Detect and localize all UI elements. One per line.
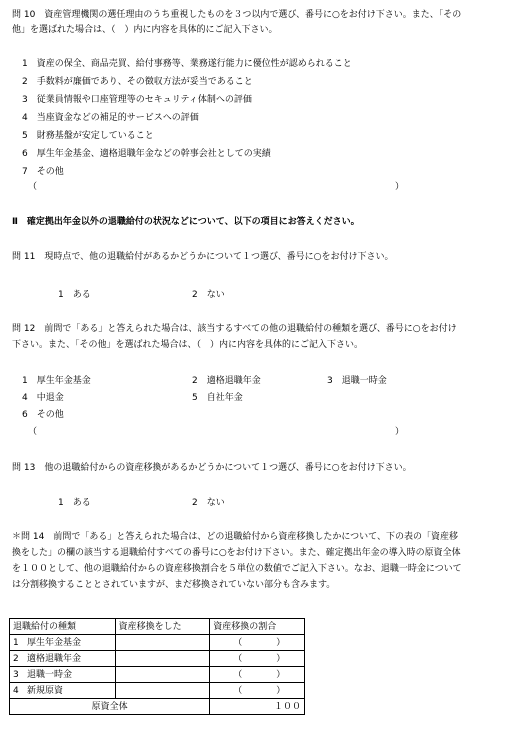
total-label: 原資全体	[10, 699, 210, 715]
row-number: 4	[13, 685, 19, 696]
table-header-row	[10, 619, 305, 635]
q14-question-line3: を１００として、他の退職給付からの資産移換割合を５単位の数値でご記入下さい。なお、退職一時金について	[12, 564, 462, 574]
ratio-cell[interactable]	[210, 635, 305, 651]
q10-option-3[interactable]: 3 従業員情報や口座管理等のセキュリティ体制への評価	[22, 95, 252, 105]
ratio-paren-close: ）	[276, 685, 286, 696]
q12-other-paren-close: ）	[395, 427, 405, 437]
q13-option-1[interactable]: 1 ある	[58, 498, 91, 508]
q10-option-1[interactable]: 1 資産の保全、商品売買、給付事務等、業務遂行能力に優位性が認められること	[22, 59, 352, 69]
q14-question-line4: は分割移換することとされていますが、まだ移換されていない部分も含みます。	[12, 580, 336, 590]
transferred-cell[interactable]	[115, 667, 210, 683]
row-label-cell[interactable]	[10, 667, 116, 683]
row-number: 3	[13, 669, 19, 680]
ratio-paren-open: （	[233, 637, 243, 648]
header-benefit-type: 退職給付の種類	[10, 619, 116, 635]
row-label: 厚生年金基金	[27, 637, 82, 648]
ratio-paren-close: ）	[276, 653, 286, 664]
q11-question: 問 11 現時点で、他の退職給付があるかどうかについて１つ選び、番号に○をお付け下さい。	[12, 252, 394, 262]
asset-transfer-table	[9, 618, 305, 715]
header-transferred: 資産移換をした	[115, 619, 210, 635]
row-label-cell[interactable]	[10, 635, 116, 651]
ratio-cell[interactable]	[210, 683, 305, 699]
table-row	[10, 635, 305, 651]
q10-other-paren-close: ）	[395, 182, 405, 192]
ratio-cell[interactable]	[210, 667, 305, 683]
q10-option-4[interactable]: 4 当座資金などの補足的サービスへの評価	[22, 113, 199, 123]
q14-question-line2: 換をした」の欄の該当する退職給付すべての番号に○をお付け下さい。また、確定拠出年金の導入時の原資全体	[12, 548, 461, 558]
q12-option-6[interactable]: 6 その他	[22, 410, 64, 420]
row-number: 1	[13, 637, 19, 648]
q10-question-line1: 問 10 資産管理機関の選任理由のうち重視したものを３つ以内で選び、番号に○をお付け下さい。また、「その	[12, 10, 462, 20]
table-row	[10, 651, 305, 667]
q12-question-line2: 下さい。また、「その他」を選ばれた場合は、（ ）内に内容を具体的にご記入下さい。	[12, 340, 364, 350]
transferred-cell[interactable]	[115, 683, 210, 699]
q11-option-2[interactable]: 2 ない	[192, 290, 225, 300]
q10-option-2[interactable]: 2 手数料が廉価であり、その徴収方法が妥当であること	[22, 77, 253, 87]
table-row	[10, 667, 305, 683]
q14-question-line1: ＊問 14 前問で「ある」と答えられた場合は、どの退職給付から資産移換したかについて、下の表の「資産移	[12, 532, 458, 542]
ratio-paren-close: ）	[276, 637, 286, 648]
row-label-cell[interactable]	[10, 651, 116, 667]
q10-option-6[interactable]: 6 厚生年金基金、適格退職年金などの幹事会社としての実績	[22, 149, 271, 159]
q12-option-1[interactable]: 1 厚生年金基金	[22, 376, 91, 386]
row-label: 退職一時金	[27, 669, 73, 680]
transferred-cell[interactable]	[115, 635, 210, 651]
q12-option-2[interactable]: 2 適格退職年金	[192, 376, 261, 386]
ratio-paren-close: ）	[276, 669, 286, 680]
ratio-paren-open: （	[233, 653, 243, 664]
ratio-paren-open: （	[233, 685, 243, 696]
q13-option-2[interactable]: 2 ない	[192, 498, 225, 508]
row-label: 適格退職年金	[27, 653, 82, 664]
ratio-paren-open: （	[233, 669, 243, 680]
q12-other-paren-open: （	[28, 427, 38, 437]
row-label: 新規原資	[27, 685, 64, 696]
q12-question-line1: 問 12 前問で「ある」と答えられた場合は、該当するすべての他の退職給付の種類を選び、番号に○をお付け	[12, 324, 457, 334]
total-value: １００	[210, 699, 305, 715]
q12-option-4[interactable]: 4 中退金	[22, 393, 64, 403]
ratio-cell[interactable]	[210, 651, 305, 667]
section-2-heading: Ⅱ 確定拠出年金以外の退職給付の状況などについて、以下の項目にお答えください。	[12, 217, 360, 227]
q12-option-5[interactable]: 5 自社年金	[192, 393, 243, 403]
q11-option-1[interactable]: 1 ある	[58, 290, 91, 300]
table-total-row	[10, 699, 305, 715]
q13-question: 問 13 他の退職給付からの資産移換があるかどうかについて１つ選び、番号に○をお付け下さい。	[12, 463, 412, 473]
header-transfer-ratio: 資産移換の割合	[210, 619, 305, 635]
q10-question-line2: 他」を選ばれた場合は、（ ）内に内容を具体的にご記入下さい。	[12, 25, 278, 35]
q10-other-paren-open: （	[28, 182, 38, 192]
q10-option-7[interactable]: 7 その他	[22, 167, 64, 177]
row-label-cell[interactable]	[10, 683, 116, 699]
table-row	[10, 683, 305, 699]
q12-option-3[interactable]: 3 退職一時金	[327, 376, 387, 386]
transferred-cell[interactable]	[115, 651, 210, 667]
q10-option-5[interactable]: 5 財務基盤が安定していること	[22, 131, 154, 141]
row-number: 2	[13, 653, 19, 664]
